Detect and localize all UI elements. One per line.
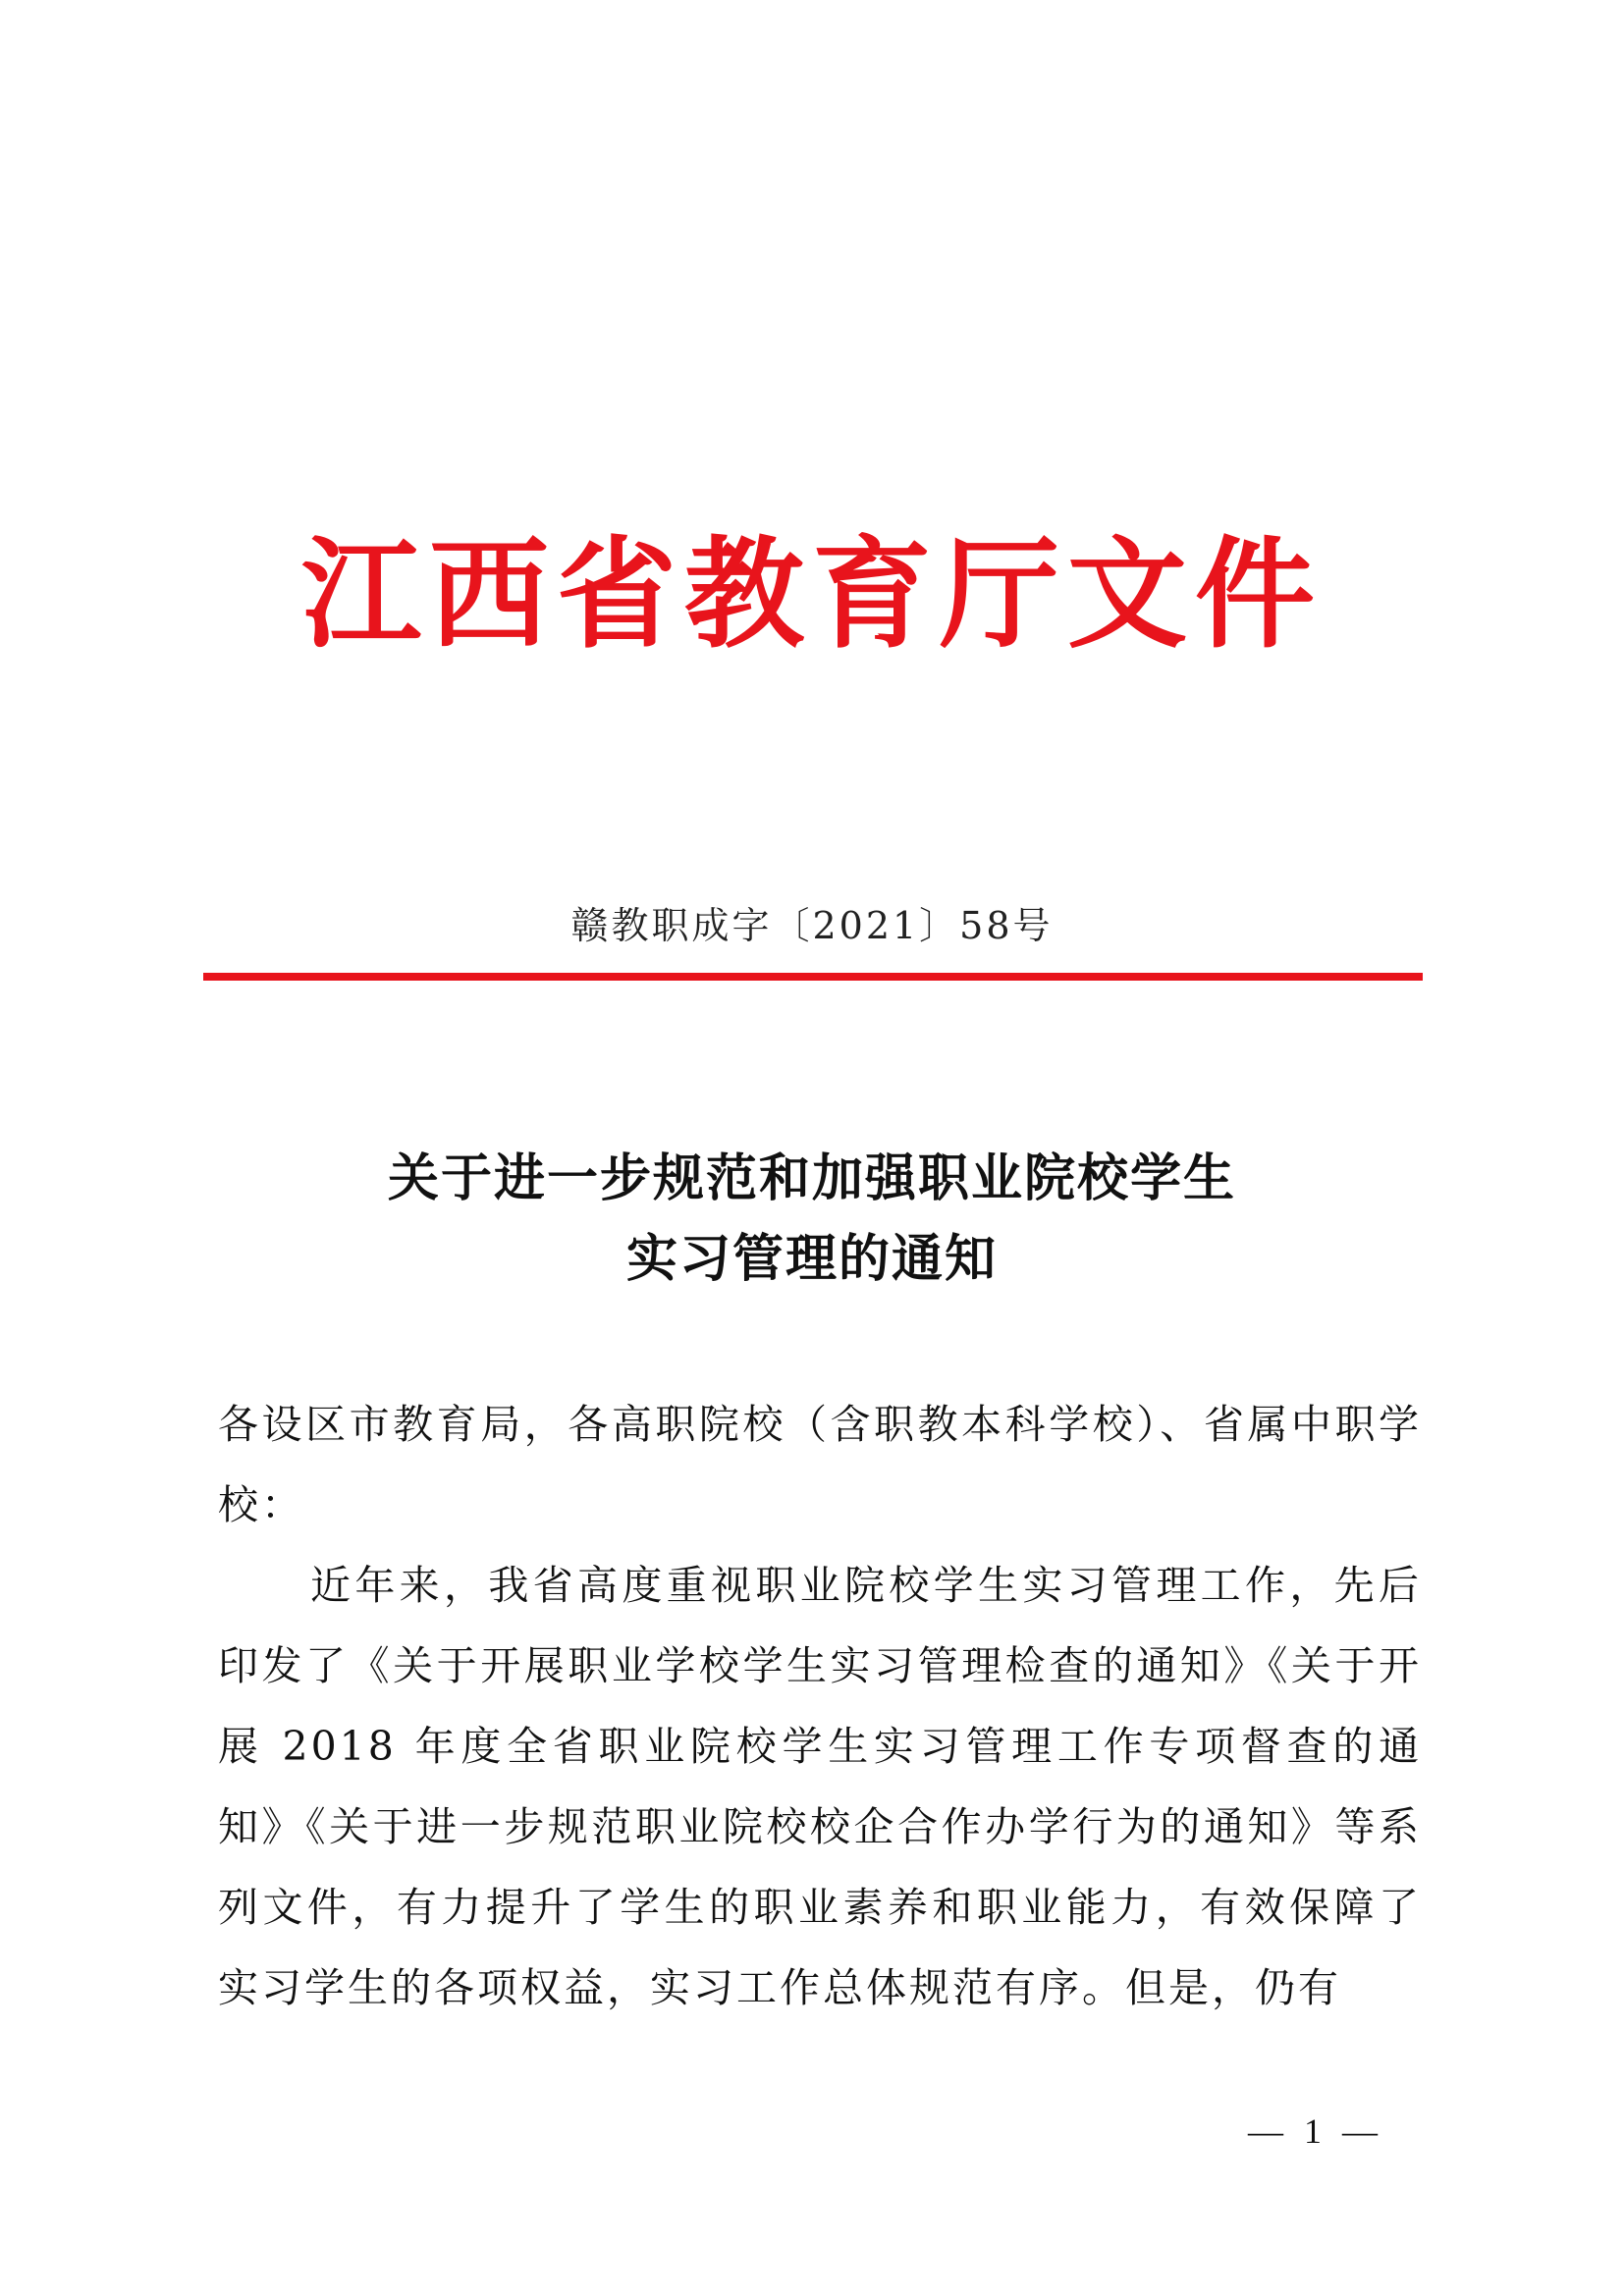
page-number: — 1 — <box>1248 2111 1383 2151</box>
notice-title-line-1: 关于进一步规范和加强职业院校学生 <box>387 1148 1236 1208</box>
notice-title <box>0 1139 1624 1300</box>
issuing-authority-header: 江西省教育厅文件 <box>301 523 1323 665</box>
document-body <box>218 1384 1422 2028</box>
document-number: 赣教职成字〔2021〕58号 <box>570 904 1054 947</box>
red-divider-line <box>203 973 1423 981</box>
notice-title-line-2: 实习管理的通知 <box>625 1229 998 1289</box>
body-paragraph-1: 近年来，我省高度重视职业院校学生实习管理工作，先后印发了《关于开展职业学校学生实习管理检查的通知》《关于开展 2018 年度全省职业院校学生实习管理工作专项督查的通知》《关于进一步规范职业院校校企合作办学行为的通知》等系列文件，有力提升了学生的职业素养和职业能力，有效保障了实习学生的各项权益，实习工作总体规范有序。但是，仍有 <box>218 1562 1422 2011</box>
salutation: 各设区市教育局，各高职院校（含职教本科学校）、省属中职学校： <box>218 1401 1422 1528</box>
